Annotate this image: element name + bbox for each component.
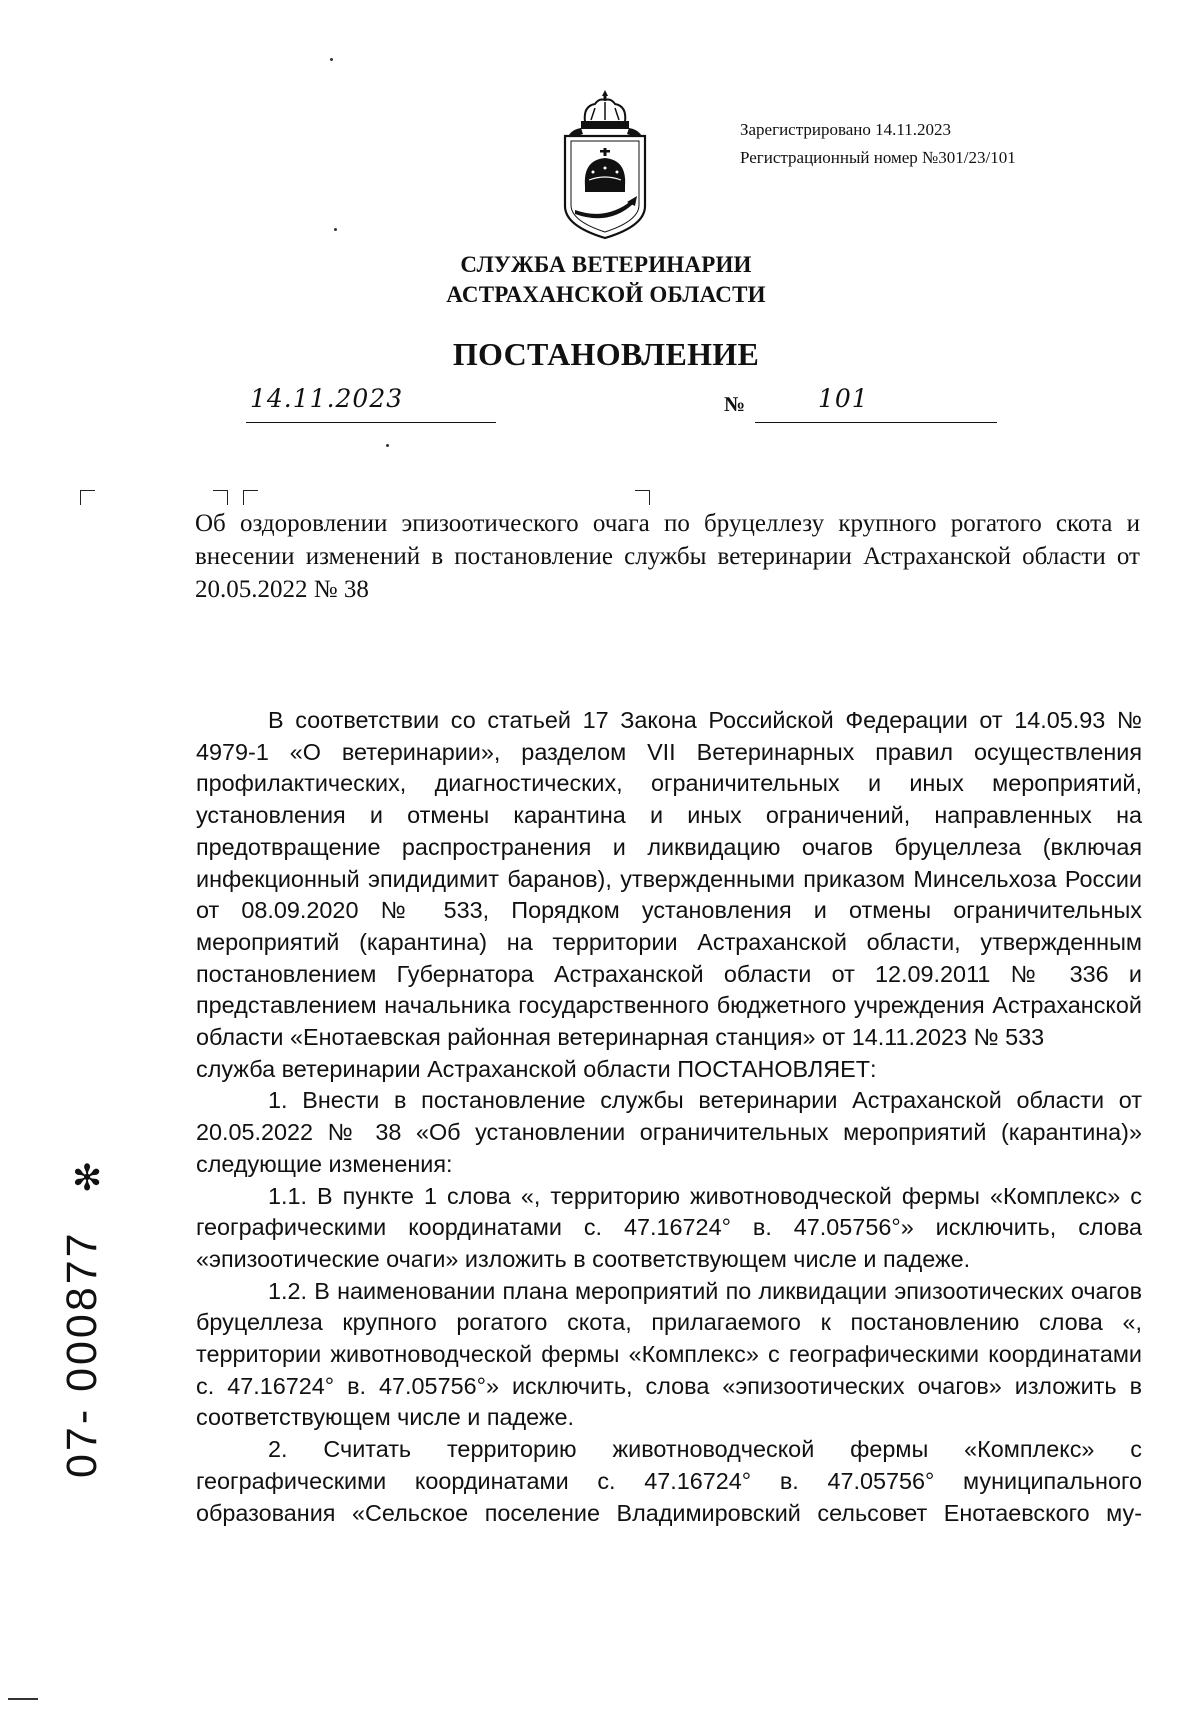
scan-speck [386,444,389,447]
corner-mark-icon [213,490,228,505]
scan-speck [334,228,337,231]
number-label: № [724,392,746,416]
scan-speck [330,58,333,61]
scan-edge-mark [8,1698,38,1700]
decree-line: служба ветеринарии Астраханской области ПОСТАНОВЛЯЕТ: [196,1055,877,1082]
preamble-paragraph: В соответствии со статьей 17 Закона Российской Федерации от 14.05.93 № 4979-1 «О ветеринарии», разделом VII Ветеринарных правил осуществления профилактических, диагностических, ограничительных и иных мероприятий, установления и отмены карантина и иных ограничений, направленных на предотвращение распространения и ликвидацию очагов бруцеллеза (включая инфекционный эпидидимит баранов), утвержденными приказом Минсельхоза России от 08.09.2020 № 533, Порядком установления и отмены ограничительных мероприятий (карантина) на территории Астраханской области, утвержденным постановлением Губернатора Астраханской области от 12.09.2011 № 336 и представлением начальника государственного бюджетного учреждения Астраханской области «Енотаевская районная ветеринарная станция» от 14.11.2023 № 533 [196,707,1142,1051]
number-underline [755,394,997,423]
registration-date: Зарегистрировано 14.11.2023 [740,120,952,139]
margin-serial-code: 07- 000877 [58,1230,106,1478]
registration-number: Регистрационный номер №301/23/101 [740,148,1016,167]
agency-name-line2: АСТРАХАНСКОЙ ОБЛАСТИ [446,282,766,307]
document-number: 101 [818,384,869,413]
agency-name [0,250,1200,310]
item-1: 1. Внести в постановление службы ветеринарии Астраханской области от 20.05.2022 № 38 «Об установлении ограничительных мероприятий (карантина)» следующие изменения: [196,1087,1142,1177]
document-type-title: ПОСТАНОВЛЕНИЕ [452,336,760,372]
agency-name-line1: СЛУЖБА ВЕТЕРИНАРИИ [460,252,752,277]
document-date: 14.11.2023 [250,384,404,413]
corner-mark-icon [80,490,95,505]
document-subject: Об оздоровлении эпизоотического очага по бруцеллезу крупного рогатого скота и внесении изменений в постановление службы ветеринарии Астраханской области от 20.05.2022 № 38 [195,510,1140,603]
item-1-1: 1.1. В пункте 1 слова «, территорию животноводческой фермы «Комплекс» с географическими координатами с. 47.16724° в. 47.05756°» исключить, слова «эпизоотические очаги» изложить в соответствующем числе и падеже. [196,1182,1142,1272]
document-body [196,705,1142,1529]
item-1-2: 1.2. В наименовании плана мероприятий по ликвидации эпизоотических очагов бруцеллеза крупного рогатого скота, прилагаемого к постановлению слова «, территории животноводческой фермы «Комплекс» с географическими координатами с. 47.16724° в. 47.05756°» исключить, слова «эпизоотических очагов» изложить в соответствующем числе и падеже. [196,1277,1142,1431]
corner-mark-icon [635,490,650,505]
coat-of-arms-icon [555,88,655,240]
registration-stamp [740,116,1016,172]
corner-mark-icon [243,490,258,505]
margin-star-mark: ✻ [72,1158,103,1199]
item-2: 2. Считать территорию животноводческой фермы «Комплекс» с географическими координатами с. 47.16724° в. 47.05756° муниципального образования «Сельское поселение Владимировский сельсовет Енотаевского му- [196,1436,1142,1526]
